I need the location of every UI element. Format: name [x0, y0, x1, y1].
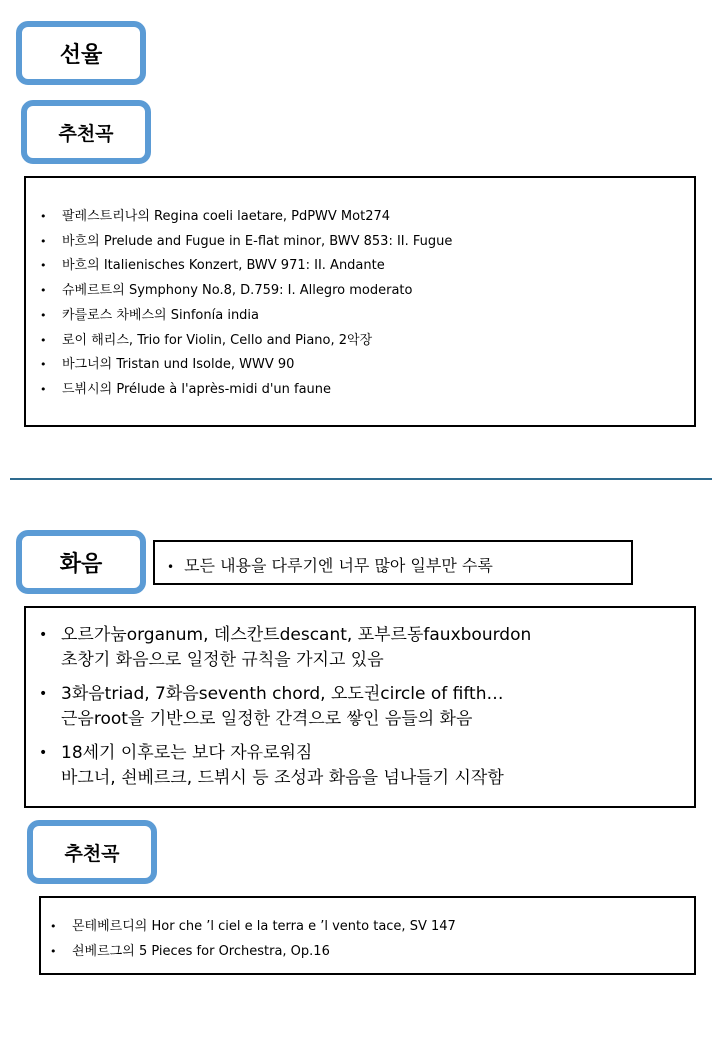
list-item: [40, 279, 680, 304]
bullet-icon: •: [40, 234, 47, 248]
melody-recommend-heading-text: 추천곡: [58, 122, 114, 145]
list-item: [50, 915, 680, 940]
work-title: Hor che ’l ciel e la terra e ’l vento tace, SV 147: [151, 919, 456, 934]
point-description: 바그너, 쇤베르크, 드뷔시 등 조성과 화음을 넘나들기 시작함: [61, 768, 504, 788]
list-item: [50, 940, 680, 965]
point-description: 근음root을 기반으로 일정한 간격으로 쌓인 음들의 화음: [61, 709, 473, 729]
melody-heading-text: 선율: [59, 42, 103, 68]
harmony-points-list: [28, 623, 684, 791]
composer: 바흐의: [62, 258, 100, 274]
work-title: Prélude à l'après-midi d'un faune: [116, 381, 332, 397]
work-title: 5 Pieces for Orchestra, Op.16: [138, 943, 330, 959]
bullet-icon: •: [40, 358, 47, 372]
composer: 몬테베르디의: [72, 919, 148, 934]
bullet-icon: •: [167, 560, 175, 574]
point-description: 초창기 화음으로 일정한 규칙을 가지고 있음: [61, 650, 384, 670]
work-title: Prelude and Fugue in E-flat minor, BWV 853: II. Fugue: [103, 233, 453, 249]
composer: 팔레스트리나의: [62, 209, 150, 224]
bullet-icon: •: [50, 944, 57, 958]
bullet-icon: •: [40, 308, 47, 322]
work-title: Tristan und Isolde, WWV 90: [116, 357, 295, 373]
composer: 슈베르트의: [62, 283, 125, 299]
bullet-icon: •: [39, 686, 48, 702]
point-title: 오르가눔organum, 데스칸트descant, 포부르동fauxbourdon: [61, 625, 532, 645]
work-title: Regina coeli laetare, PdPWV Mot274: [154, 209, 391, 224]
work-title: Sinfonía india: [170, 307, 260, 323]
point-title: 3화음triad, 7화음seventh chord, 오도권circle of fifth…: [61, 684, 504, 704]
harmony-heading: [16, 530, 146, 594]
harmony-recommend-heading: [27, 820, 157, 884]
list-item: [40, 378, 680, 403]
bullet-icon: •: [50, 920, 57, 933]
composer: 카를로스 차베스의: [62, 307, 167, 323]
harmony-note-box: [153, 540, 633, 585]
list-item: [40, 329, 680, 354]
list-item: [28, 623, 684, 673]
composer: 드뷔시의: [62, 381, 113, 397]
harmony-points-box: [24, 606, 696, 808]
bullet-icon: •: [40, 333, 47, 347]
melody-heading: [16, 21, 146, 85]
work-title: Trio for Violin, Cello and Piano, 2악장: [137, 332, 373, 348]
work-title: Symphony No.8, D.759: I. Allegro moderato: [128, 283, 413, 299]
composer: 바흐의: [62, 233, 100, 249]
melody-recommend-list: [40, 205, 680, 403]
section-divider: [10, 478, 712, 480]
harmony-recommend-list: [50, 915, 680, 964]
bullet-icon: •: [39, 627, 48, 643]
list-item: [40, 230, 680, 255]
melody-recommend-heading: [21, 100, 151, 164]
harmony-recommend-box: [39, 896, 696, 975]
composer: 쇤베르그의: [72, 943, 135, 959]
list-item: [40, 353, 680, 378]
melody-recommend-box: [24, 176, 696, 427]
list-item: [40, 304, 680, 329]
harmony-recommend-heading-text: 추천곡: [64, 842, 120, 865]
bullet-icon: •: [40, 382, 47, 396]
list-item: [28, 682, 684, 732]
harmony-heading-text: 화음: [59, 551, 103, 577]
bullet-icon: •: [40, 259, 47, 273]
point-title: 18세기 이후로는 보다 자유로워짐: [61, 743, 313, 763]
list-item: [28, 741, 684, 791]
harmony-note: 모든 내용을 다루기엔 너무 많아 일부만 수록: [184, 556, 493, 575]
composer: 바그너의: [62, 357, 113, 373]
bullet-icon: •: [39, 745, 48, 761]
list-item: [40, 254, 680, 279]
work-title: Italienisches Konzert, BWV 971: II. Andante: [103, 258, 385, 274]
bullet-icon: •: [40, 284, 47, 298]
bullet-icon: •: [40, 210, 47, 223]
list-item: [40, 205, 680, 230]
composer: 로이 해리스,: [62, 332, 134, 348]
